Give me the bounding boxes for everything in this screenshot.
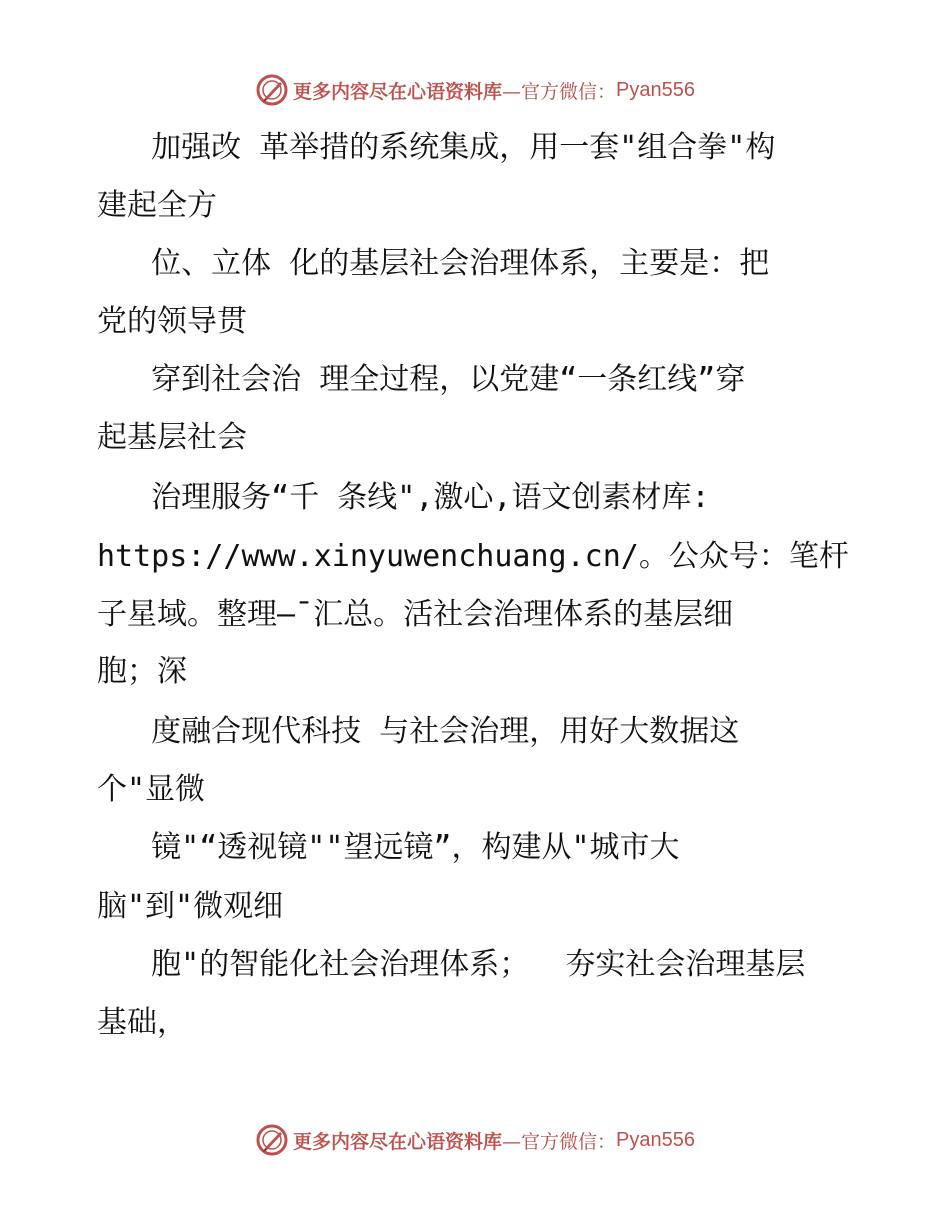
header-banner — [0, 70, 950, 110]
body-line: 位、立体 化的基层社会治理体系，主要是：把 — [97, 246, 770, 281]
body-line: 镜"“透视镜""望远镜”，构建从"城市大 — [97, 830, 680, 865]
body-line: 加强改 革举措的系统集成，用一套"组合拳"构 — [97, 130, 776, 165]
brand-logo-icon — [255, 1123, 289, 1157]
body-line: 党的领导贯 — [97, 304, 247, 339]
banner-subtitle: —官方微信： — [502, 1130, 617, 1153]
footer-banner — [0, 1120, 950, 1160]
body-line: 穿到社会治 理全过程，以党建“一条红线”穿 — [97, 362, 746, 397]
body-line: 基础， — [97, 1005, 187, 1040]
body-line: 个"显微 — [97, 772, 206, 807]
body-line: https://www.xinyuwenchuang.cn/。公众号：笔杆 — [97, 539, 849, 574]
banner-title: 更多内容尽在心语资料库 — [293, 1130, 503, 1153]
body-line: 胞；深 — [97, 654, 187, 689]
body-line: 建起全方 — [97, 188, 217, 223]
body-line: 胞"的智能化社会治理体系； 夯实社会治理基层 — [97, 947, 806, 982]
banner-wechat-id: Pyan556 — [616, 1128, 695, 1151]
body-line: 子星域。整理—¯汇总。活社会治理体系的基层细 — [97, 597, 734, 632]
body-line: 治理服务“千 条线",激心,语文创素材库: — [97, 480, 710, 515]
brand-logo-icon — [255, 73, 289, 107]
banner-subtitle: —官方微信： — [502, 80, 617, 103]
banner-wechat-id: Pyan556 — [616, 78, 695, 101]
body-line: 度融合现代科技 与社会治理，用好大数据这 — [97, 714, 740, 749]
banner-title: 更多内容尽在心语资料库 — [293, 80, 503, 103]
body-line: 脑"到"微观细 — [97, 889, 284, 924]
body-line: 起基层社会 — [97, 420, 247, 455]
